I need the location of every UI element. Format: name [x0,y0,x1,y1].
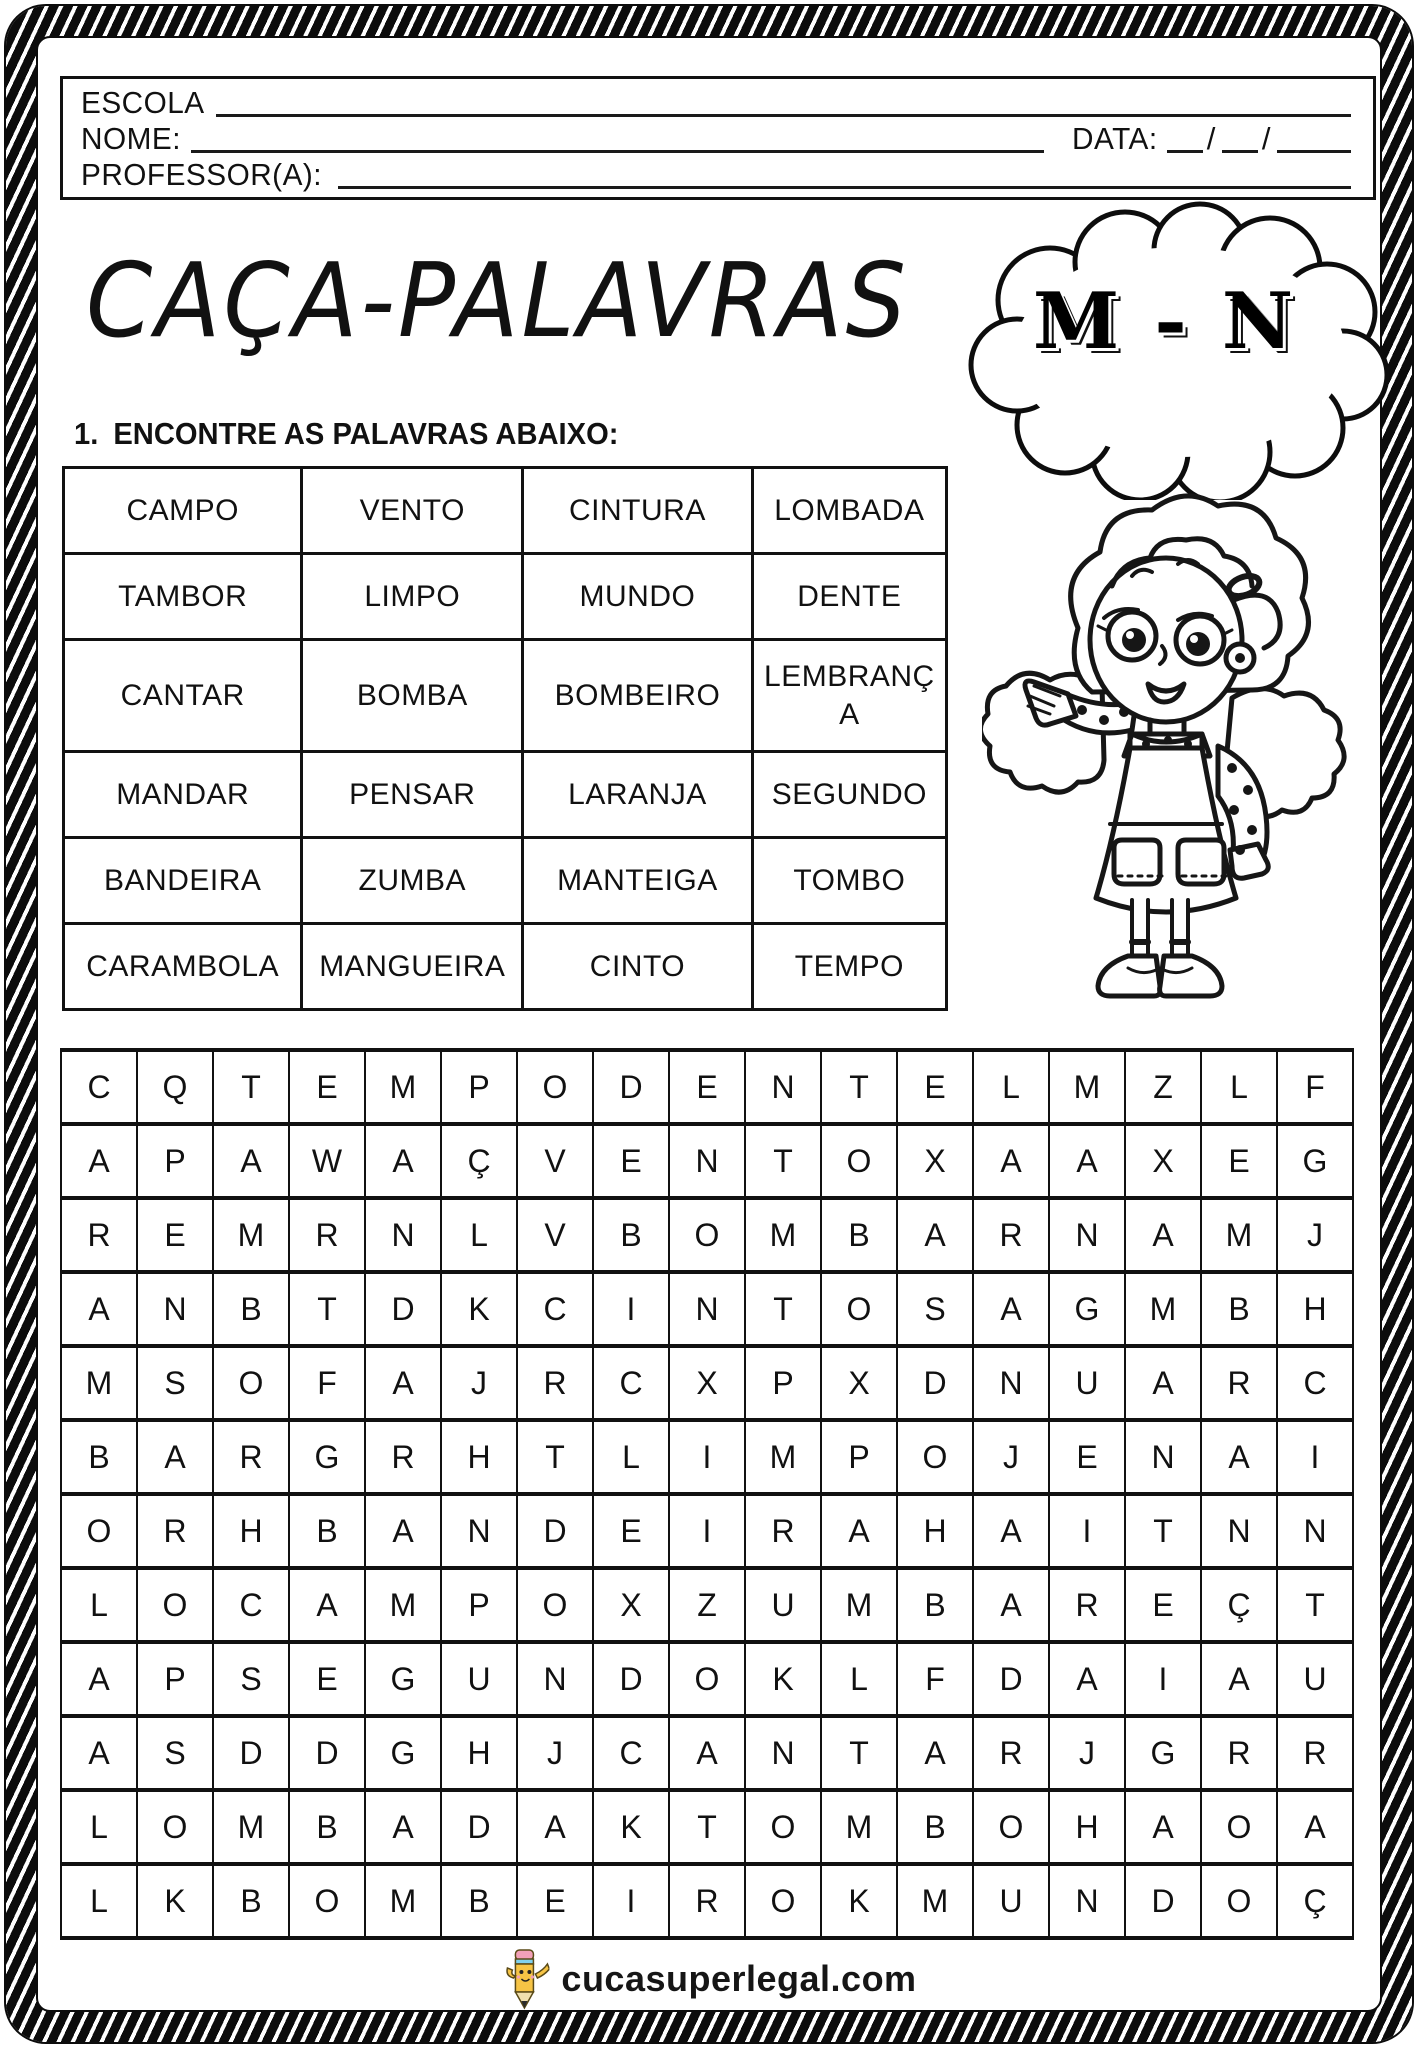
grid-letter-cell: A [973,1568,1049,1642]
word-cell: LIMPO [302,554,523,640]
grid-letter-cell: J [1277,1198,1353,1272]
grid-letter-cell: O [517,1568,593,1642]
grid-letter-cell: A [61,1716,137,1790]
grid-letter-cell: P [745,1346,821,1420]
girl-illustration [982,468,1350,1012]
grid-letter-cell: H [213,1494,289,1568]
grid-row [61,1716,1353,1790]
grid-letter-cell: E [289,1642,365,1716]
grid-letter-cell: O [745,1790,821,1864]
grid-letter-cell: O [745,1864,821,1938]
grid-letter-cell: M [213,1198,289,1272]
grid-row [61,1198,1353,1272]
grid-letter-cell: H [441,1420,517,1494]
word-cell: TAMBOR [64,554,302,640]
grid-letter-cell: T [1125,1494,1201,1568]
grid-row [61,1272,1353,1346]
grid-row [61,1420,1353,1494]
grid-letter-cell: C [213,1568,289,1642]
grid-letter-cell: X [897,1124,973,1198]
grid-letter-cell: A [1049,1642,1125,1716]
grid-letter-cell: P [137,1642,213,1716]
grid-letter-cell: A [669,1716,745,1790]
grid-letter-cell: B [441,1864,517,1938]
data-label: DATA: [1071,121,1158,156]
word-search-grid [60,1048,1354,1940]
grid-letter-cell: X [669,1346,745,1420]
word-cell: LEMBRANÇA [752,640,946,752]
grid-letter-cell: H [897,1494,973,1568]
grid-letter-cell: I [669,1494,745,1568]
grid-letter-cell: U [441,1642,517,1716]
grid-letter-cell: E [593,1494,669,1568]
date-month-line[interactable] [1222,123,1258,153]
word-table-row [64,838,947,924]
grid-letter-cell: A [289,1568,365,1642]
grid-letter-cell: Ç [1277,1864,1353,1938]
grid-letter-cell: R [137,1494,213,1568]
grid-letter-cell: R [1277,1716,1353,1790]
grid-letter-cell: L [441,1198,517,1272]
grid-letter-cell: P [821,1420,897,1494]
badge-letters: M - N [1032,276,1298,367]
grid-letter-cell: R [973,1198,1049,1272]
word-cell: CANTAR [64,640,302,752]
professor-label: PROFESSOR(A): [81,157,323,192]
instruction [74,416,618,452]
grid-letter-cell: A [365,1346,441,1420]
grid-letter-cell: C [593,1346,669,1420]
grid-letter-cell: G [1125,1716,1201,1790]
grid-letter-cell: N [1125,1420,1201,1494]
grid-letter-cell: L [973,1050,1049,1124]
grid-letter-cell: O [821,1272,897,1346]
grid-letter-cell: A [1277,1790,1353,1864]
grid-letter-cell: M [365,1050,441,1124]
grid-letter-cell: R [61,1198,137,1272]
grid-letter-cell: C [1277,1346,1353,1420]
grid-letter-cell: A [897,1716,973,1790]
grid-letter-cell: N [517,1642,593,1716]
grid-letter-cell: I [1049,1494,1125,1568]
word-cell: MUNDO [523,554,753,640]
professor-input-line[interactable] [338,159,1351,189]
grid-letter-cell: M [745,1198,821,1272]
grid-letter-cell: N [1049,1198,1125,1272]
grid-letter-cell: L [821,1642,897,1716]
grid-letter-cell: O [517,1050,593,1124]
grid-row [61,1050,1353,1124]
grid-letter-cell: T [745,1124,821,1198]
grid-letter-cell: K [137,1864,213,1938]
grid-letter-cell: D [517,1494,593,1568]
word-table-row [64,752,947,838]
word-cell: CINTURA [523,468,753,554]
word-cell: MANGUEIRA [302,924,523,1010]
grid-letter-cell: I [1277,1420,1353,1494]
grid-letter-cell: K [745,1642,821,1716]
grid-letter-cell: D [1125,1864,1201,1938]
grid-letter-cell: S [897,1272,973,1346]
grid-letter-cell: N [1049,1864,1125,1938]
grid-letter-cell: O [289,1864,365,1938]
grid-letter-cell: A [61,1642,137,1716]
word-cell: PENSAR [302,752,523,838]
grid-letter-cell: M [365,1864,441,1938]
grid-letter-cell: U [1049,1346,1125,1420]
grid-letter-cell: C [593,1716,669,1790]
grid-letter-cell: O [1201,1790,1277,1864]
grid-letter-cell: R [745,1494,821,1568]
grid-letter-cell: A [1125,1198,1201,1272]
grid-letter-cell: I [669,1420,745,1494]
grid-letter-cell: M [897,1864,973,1938]
grid-letter-cell: B [821,1198,897,1272]
student-info-box [60,76,1376,200]
grid-letter-cell: N [1277,1494,1353,1568]
grid-letter-cell: O [897,1420,973,1494]
grid-letter-cell: N [973,1346,1049,1420]
grid-letter-cell: X [593,1568,669,1642]
escola-line [81,86,1355,120]
grid-letter-cell: E [517,1864,593,1938]
grid-letter-cell: X [821,1346,897,1420]
grid-letter-cell: E [1125,1568,1201,1642]
grid-letter-cell: N [365,1198,441,1272]
grid-letter-cell: S [213,1642,289,1716]
grid-letter-cell: A [1125,1790,1201,1864]
grid-row [61,1494,1353,1568]
grid-letter-cell: W [289,1124,365,1198]
footer [501,1948,916,2010]
grid-letter-cell: I [593,1864,669,1938]
grid-letter-cell: D [213,1716,289,1790]
grid-letter-cell: O [669,1642,745,1716]
grid-letter-cell: M [745,1420,821,1494]
grid-letter-cell: R [1049,1568,1125,1642]
pencil-mascot-icon [501,1948,549,2010]
grid-letter-cell: N [745,1716,821,1790]
word-table-row [64,924,947,1010]
grid-letter-cell: O [669,1198,745,1272]
grid-letter-cell: D [897,1346,973,1420]
word-cell: BOMBA [302,640,523,752]
date-slash: / [1261,121,1271,156]
grid-letter-cell: D [289,1716,365,1790]
grid-letter-cell: M [365,1568,441,1642]
word-cell: DENTE [752,554,946,640]
grid-letter-cell: T [1277,1568,1353,1642]
grid-letter-cell: A [61,1272,137,1346]
grid-row [61,1864,1353,1938]
grid-letter-cell: R [1201,1716,1277,1790]
grid-letter-cell: T [669,1790,745,1864]
grid-letter-cell: B [213,1864,289,1938]
word-cell: ZUMBA [302,838,523,924]
grid-letter-cell: O [213,1346,289,1420]
word-cell: TEMPO [752,924,946,1010]
nome-label: NOME: [81,121,181,156]
escola-label: ESCOLA [81,85,205,120]
grid-letter-cell: T [517,1420,593,1494]
grid-row [61,1642,1353,1716]
word-table-row [64,468,947,554]
grid-letter-cell: A [137,1420,213,1494]
grid-letter-cell: B [213,1272,289,1346]
professor-line [81,158,1355,192]
word-cell: BOMBEIRO [523,640,753,752]
grid-letter-cell: G [365,1642,441,1716]
grid-letter-cell: L [1201,1050,1277,1124]
grid-letter-cell: J [1049,1716,1125,1790]
word-table-body [64,468,947,1010]
grid-letter-cell: A [973,1124,1049,1198]
grid-letter-cell: B [289,1494,365,1568]
grid-letter-cell: B [61,1420,137,1494]
grid-letter-cell: A [1049,1124,1125,1198]
grid-row [61,1124,1353,1198]
grid-letter-cell: J [973,1420,1049,1494]
grid-letter-cell: N [669,1272,745,1346]
grid-letter-cell: A [61,1124,137,1198]
grid-letter-cell: A [821,1494,897,1568]
grid-letter-cell: N [1201,1494,1277,1568]
grid-letter-cell: R [289,1198,365,1272]
grid-letter-cell: O [137,1568,213,1642]
grid-letter-cell: M [61,1346,137,1420]
grid-letter-cell: G [1277,1124,1353,1198]
grid-letter-cell: D [441,1790,517,1864]
grid-letter-cell: O [1201,1864,1277,1938]
grid-letter-cell: E [897,1050,973,1124]
grid-letter-cell: M [821,1790,897,1864]
website-url: cucasuperlegal.com [561,1958,917,1999]
grid-letter-cell: Z [1125,1050,1201,1124]
grid-letter-cell: R [213,1420,289,1494]
word-cell: CAMPO [64,468,302,554]
grid-letter-cell: B [593,1198,669,1272]
grid-letter-cell: G [289,1420,365,1494]
grid-letter-cell: I [593,1272,669,1346]
grid-letter-cell: Z [669,1568,745,1642]
grid-letter-cell: S [137,1346,213,1420]
grid-letter-cell: E [593,1124,669,1198]
grid-letter-cell: Q [137,1050,213,1124]
grid-letter-cell: C [517,1272,593,1346]
grid-letter-cell: N [745,1050,821,1124]
grid-letter-cell: M [1049,1050,1125,1124]
word-search-grid-body [61,1050,1353,1938]
grid-letter-cell: R [1201,1346,1277,1420]
grid-letter-cell: E [137,1198,213,1272]
grid-letter-cell: K [821,1864,897,1938]
grid-row [61,1568,1353,1642]
instruction-text: ENCONTRE AS PALAVRAS ABAIXO: [113,416,619,451]
grid-letter-cell: R [669,1864,745,1938]
date-day-line[interactable] [1167,123,1203,153]
grid-letter-cell: M [821,1568,897,1642]
grid-letter-cell: G [365,1716,441,1790]
grid-letter-cell: I [1125,1642,1201,1716]
grid-letter-cell: L [61,1864,137,1938]
grid-letter-cell: A [973,1272,1049,1346]
word-table-row [64,554,947,640]
grid-letter-cell: O [821,1124,897,1198]
grid-letter-cell: K [593,1790,669,1864]
grid-letter-cell: F [897,1642,973,1716]
grid-letter-cell: E [1049,1420,1125,1494]
grid-letter-cell: D [593,1642,669,1716]
grid-letter-cell: V [517,1124,593,1198]
grid-letter-cell: G [1049,1272,1125,1346]
grid-letter-cell: U [973,1864,1049,1938]
grid-letter-cell: S [137,1716,213,1790]
grid-letter-cell: B [289,1790,365,1864]
grid-letter-cell: H [1277,1272,1353,1346]
grid-letter-cell: T [821,1716,897,1790]
grid-letter-cell: U [745,1568,821,1642]
grid-letter-cell: A [365,1124,441,1198]
grid-letter-cell: O [973,1790,1049,1864]
word-cell: MANDAR [64,752,302,838]
word-cell: CARAMBOLA [64,924,302,1010]
grid-letter-cell: L [61,1568,137,1642]
grid-letter-cell: A [973,1494,1049,1568]
date-slash: / [1206,121,1216,156]
grid-letter-cell: H [441,1716,517,1790]
nome-input-line[interactable] [191,123,1043,153]
word-cell: TOMBO [752,838,946,924]
grid-letter-cell: J [517,1716,593,1790]
grid-letter-cell: R [517,1346,593,1420]
word-cell: VENTO [302,468,523,554]
grid-letter-cell: N [669,1124,745,1198]
grid-letter-cell: Ç [441,1124,517,1198]
grid-letter-cell: T [289,1272,365,1346]
date-year-line[interactable] [1277,123,1351,153]
grid-letter-cell: X [1125,1124,1201,1198]
grid-letter-cell: T [213,1050,289,1124]
grid-letter-cell: P [441,1568,517,1642]
page-title: CAÇA-PALAVRAS [86,242,909,361]
grid-letter-cell: R [973,1716,1049,1790]
grid-letter-cell: A [517,1790,593,1864]
grid-letter-cell: E [669,1050,745,1124]
grid-letter-cell: M [213,1790,289,1864]
grid-letter-cell: N [137,1272,213,1346]
word-cell: MANTEIGA [523,838,753,924]
grid-letter-cell: Ç [1201,1568,1277,1642]
grid-letter-cell: H [1049,1790,1125,1864]
word-list-table [62,466,948,1011]
grid-letter-cell: M [1125,1272,1201,1346]
grid-letter-cell: A [365,1494,441,1568]
instruction-number: 1. [74,416,99,451]
grid-letter-cell: C [61,1050,137,1124]
letter-badge-cloud [965,190,1405,500]
grid-letter-cell: K [441,1272,517,1346]
escola-input-line[interactable] [216,87,1351,117]
word-cell: CINTO [523,924,753,1010]
grid-letter-cell: A [1125,1346,1201,1420]
word-table-row [64,640,947,752]
grid-letter-cell: A [897,1198,973,1272]
grid-letter-cell: B [897,1790,973,1864]
grid-letter-cell: O [137,1790,213,1864]
grid-letter-cell: E [289,1050,365,1124]
grid-letter-cell: A [213,1124,289,1198]
grid-letter-cell: L [61,1790,137,1864]
grid-letter-cell: P [441,1050,517,1124]
grid-letter-cell: A [365,1790,441,1864]
grid-letter-cell: D [365,1272,441,1346]
grid-letter-cell: U [1277,1642,1353,1716]
grid-letter-cell: T [745,1272,821,1346]
grid-letter-cell: J [441,1346,517,1420]
grid-letter-cell: F [1277,1050,1353,1124]
grid-letter-cell: B [897,1568,973,1642]
grid-letter-cell: A [1201,1642,1277,1716]
grid-letter-cell: E [1201,1124,1277,1198]
grid-letter-cell: P [137,1124,213,1198]
grid-letter-cell: L [593,1420,669,1494]
grid-letter-cell: V [517,1198,593,1272]
date-group [1072,122,1355,156]
word-cell: BANDEIRA [64,838,302,924]
grid-letter-cell: R [365,1420,441,1494]
grid-letter-cell: D [593,1050,669,1124]
grid-letter-cell: O [61,1494,137,1568]
grid-letter-cell: M [1201,1198,1277,1272]
grid-row [61,1790,1353,1864]
grid-letter-cell: T [821,1050,897,1124]
nome-data-line [81,122,1355,156]
grid-letter-cell: F [289,1346,365,1420]
word-cell: SEGUNDO [752,752,946,838]
word-cell: LARANJA [523,752,753,838]
grid-letter-cell: A [1201,1420,1277,1494]
word-cell: LOMBADA [752,468,946,554]
grid-row [61,1346,1353,1420]
grid-letter-cell: D [973,1642,1049,1716]
grid-letter-cell: B [1201,1272,1277,1346]
grid-letter-cell: N [441,1494,517,1568]
